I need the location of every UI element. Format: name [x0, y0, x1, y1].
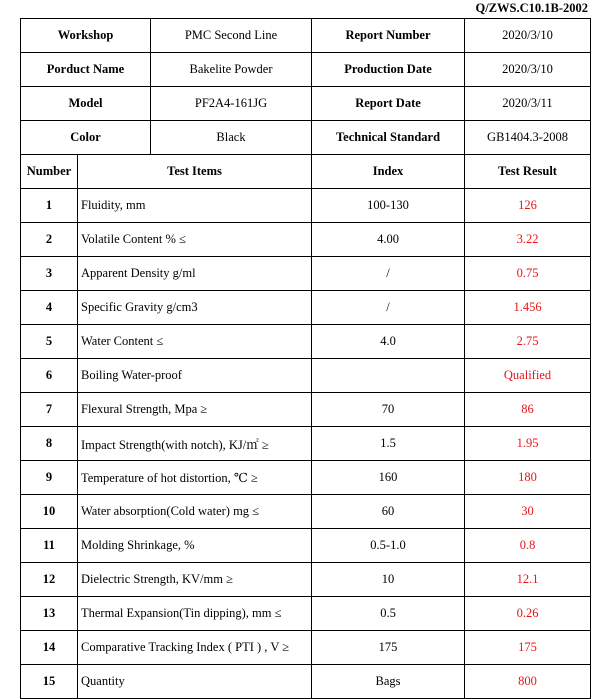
row-result: Qualified	[465, 359, 591, 393]
row-number: 6	[21, 359, 78, 393]
header-value: Bakelite Powder	[151, 53, 312, 87]
header-value: GB1404.3-2008	[465, 121, 591, 155]
header-label: Technical Standard	[312, 121, 465, 155]
row-index: 0.5-1.0	[312, 529, 465, 563]
row-test-item: Impact Strength(with notch), KJ/㎡ ≥	[78, 427, 312, 461]
row-index: 0.5	[312, 597, 465, 631]
row-number: 8	[21, 427, 78, 461]
test-report-table	[20, 18, 591, 699]
row-test-item: Flexural Strength, Mpa ≥	[78, 393, 312, 427]
row-test-item: Comparative Tracking Index ( PTI ) , V ≥	[78, 631, 312, 665]
header-label: Report Date	[312, 87, 465, 121]
row-test-item: Water Content ≤	[78, 325, 312, 359]
row-number: 4	[21, 291, 78, 325]
header-label: Color	[21, 121, 151, 155]
row-number: 10	[21, 495, 78, 529]
row-number: 5	[21, 325, 78, 359]
header-label: Report Number	[312, 19, 465, 53]
row-number: 14	[21, 631, 78, 665]
row-number: 15	[21, 665, 78, 699]
row-test-item: Apparent Density g/ml	[78, 257, 312, 291]
row-result: 180	[465, 461, 591, 495]
header-label: Workshop	[21, 19, 151, 53]
row-result: 1.456	[465, 291, 591, 325]
row-result: 86	[465, 393, 591, 427]
table-row	[21, 665, 591, 699]
column-header-items: Test Items	[78, 155, 312, 189]
row-test-item: Dielectric Strength, KV/mm ≥	[78, 563, 312, 597]
table-row	[21, 189, 591, 223]
row-index: 10	[312, 563, 465, 597]
row-test-item: Temperature of hot distortion, ℃ ≥	[78, 461, 312, 495]
row-index: 4.0	[312, 325, 465, 359]
header-label: Model	[21, 87, 151, 121]
table-row	[21, 563, 591, 597]
header-value: 2020/3/11	[465, 87, 591, 121]
table-row	[21, 359, 591, 393]
row-test-item: Specific Gravity g/cm3	[78, 291, 312, 325]
row-result: 800	[465, 665, 591, 699]
row-number: 13	[21, 597, 78, 631]
row-index: /	[312, 257, 465, 291]
row-index: 1.5	[312, 427, 465, 461]
header-value: 2020/3/10	[465, 19, 591, 53]
row-result: 0.26	[465, 597, 591, 631]
table-row	[21, 461, 591, 495]
test-rows	[21, 189, 591, 699]
row-number: 1	[21, 189, 78, 223]
header-row	[21, 87, 591, 121]
row-index: 60	[312, 495, 465, 529]
table-row	[21, 223, 591, 257]
row-test-item: Water absorption(Cold water) mg ≤	[78, 495, 312, 529]
row-number: 2	[21, 223, 78, 257]
column-header-result: Test Result	[465, 155, 591, 189]
row-test-item: Molding Shrinkage, %	[78, 529, 312, 563]
header-value: Black	[151, 121, 312, 155]
table-row	[21, 393, 591, 427]
report-header-section	[21, 19, 591, 189]
row-index: /	[312, 291, 465, 325]
table-row	[21, 495, 591, 529]
row-result: 2.75	[465, 325, 591, 359]
row-index: 70	[312, 393, 465, 427]
header-label: Porduct Name	[21, 53, 151, 87]
row-result: 30	[465, 495, 591, 529]
row-result: 175	[465, 631, 591, 665]
table-row	[21, 257, 591, 291]
row-test-item: Volatile Content % ≤	[78, 223, 312, 257]
column-header-index: Index	[312, 155, 465, 189]
table-row	[21, 427, 591, 461]
table-row	[21, 529, 591, 563]
row-test-item: Quantity	[78, 665, 312, 699]
row-index	[312, 359, 465, 393]
header-row	[21, 53, 591, 87]
table-row	[21, 597, 591, 631]
row-number: 11	[21, 529, 78, 563]
document-code: Q/ZWS.C10.1B-2002	[475, 1, 588, 15]
row-number: 7	[21, 393, 78, 427]
table-row	[21, 291, 591, 325]
column-header-number: Number	[21, 155, 78, 189]
row-number: 9	[21, 461, 78, 495]
header-row	[21, 121, 591, 155]
row-result: 0.8	[465, 529, 591, 563]
column-header-row	[21, 155, 591, 189]
row-test-item: Fluidity, mm	[78, 189, 312, 223]
row-result: 0.75	[465, 257, 591, 291]
row-result: 126	[465, 189, 591, 223]
row-index: 160	[312, 461, 465, 495]
header-value: 2020/3/10	[465, 53, 591, 87]
row-index: Bags	[312, 665, 465, 699]
row-test-item: Thermal Expansion(Tin dipping), mm ≤	[78, 597, 312, 631]
row-index: 100-130	[312, 189, 465, 223]
row-number: 3	[21, 257, 78, 291]
row-result: 12.1	[465, 563, 591, 597]
header-value: PF2A4-161JG	[151, 87, 312, 121]
header-label: Production Date	[312, 53, 465, 87]
table-row	[21, 631, 591, 665]
row-result: 1.95	[465, 427, 591, 461]
row-number: 12	[21, 563, 78, 597]
table-row	[21, 325, 591, 359]
row-result: 3.22	[465, 223, 591, 257]
row-test-item: Boiling Water-proof	[78, 359, 312, 393]
header-row	[21, 19, 591, 53]
header-value: PMC Second Line	[151, 19, 312, 53]
row-index: 175	[312, 631, 465, 665]
row-index: 4.00	[312, 223, 465, 257]
